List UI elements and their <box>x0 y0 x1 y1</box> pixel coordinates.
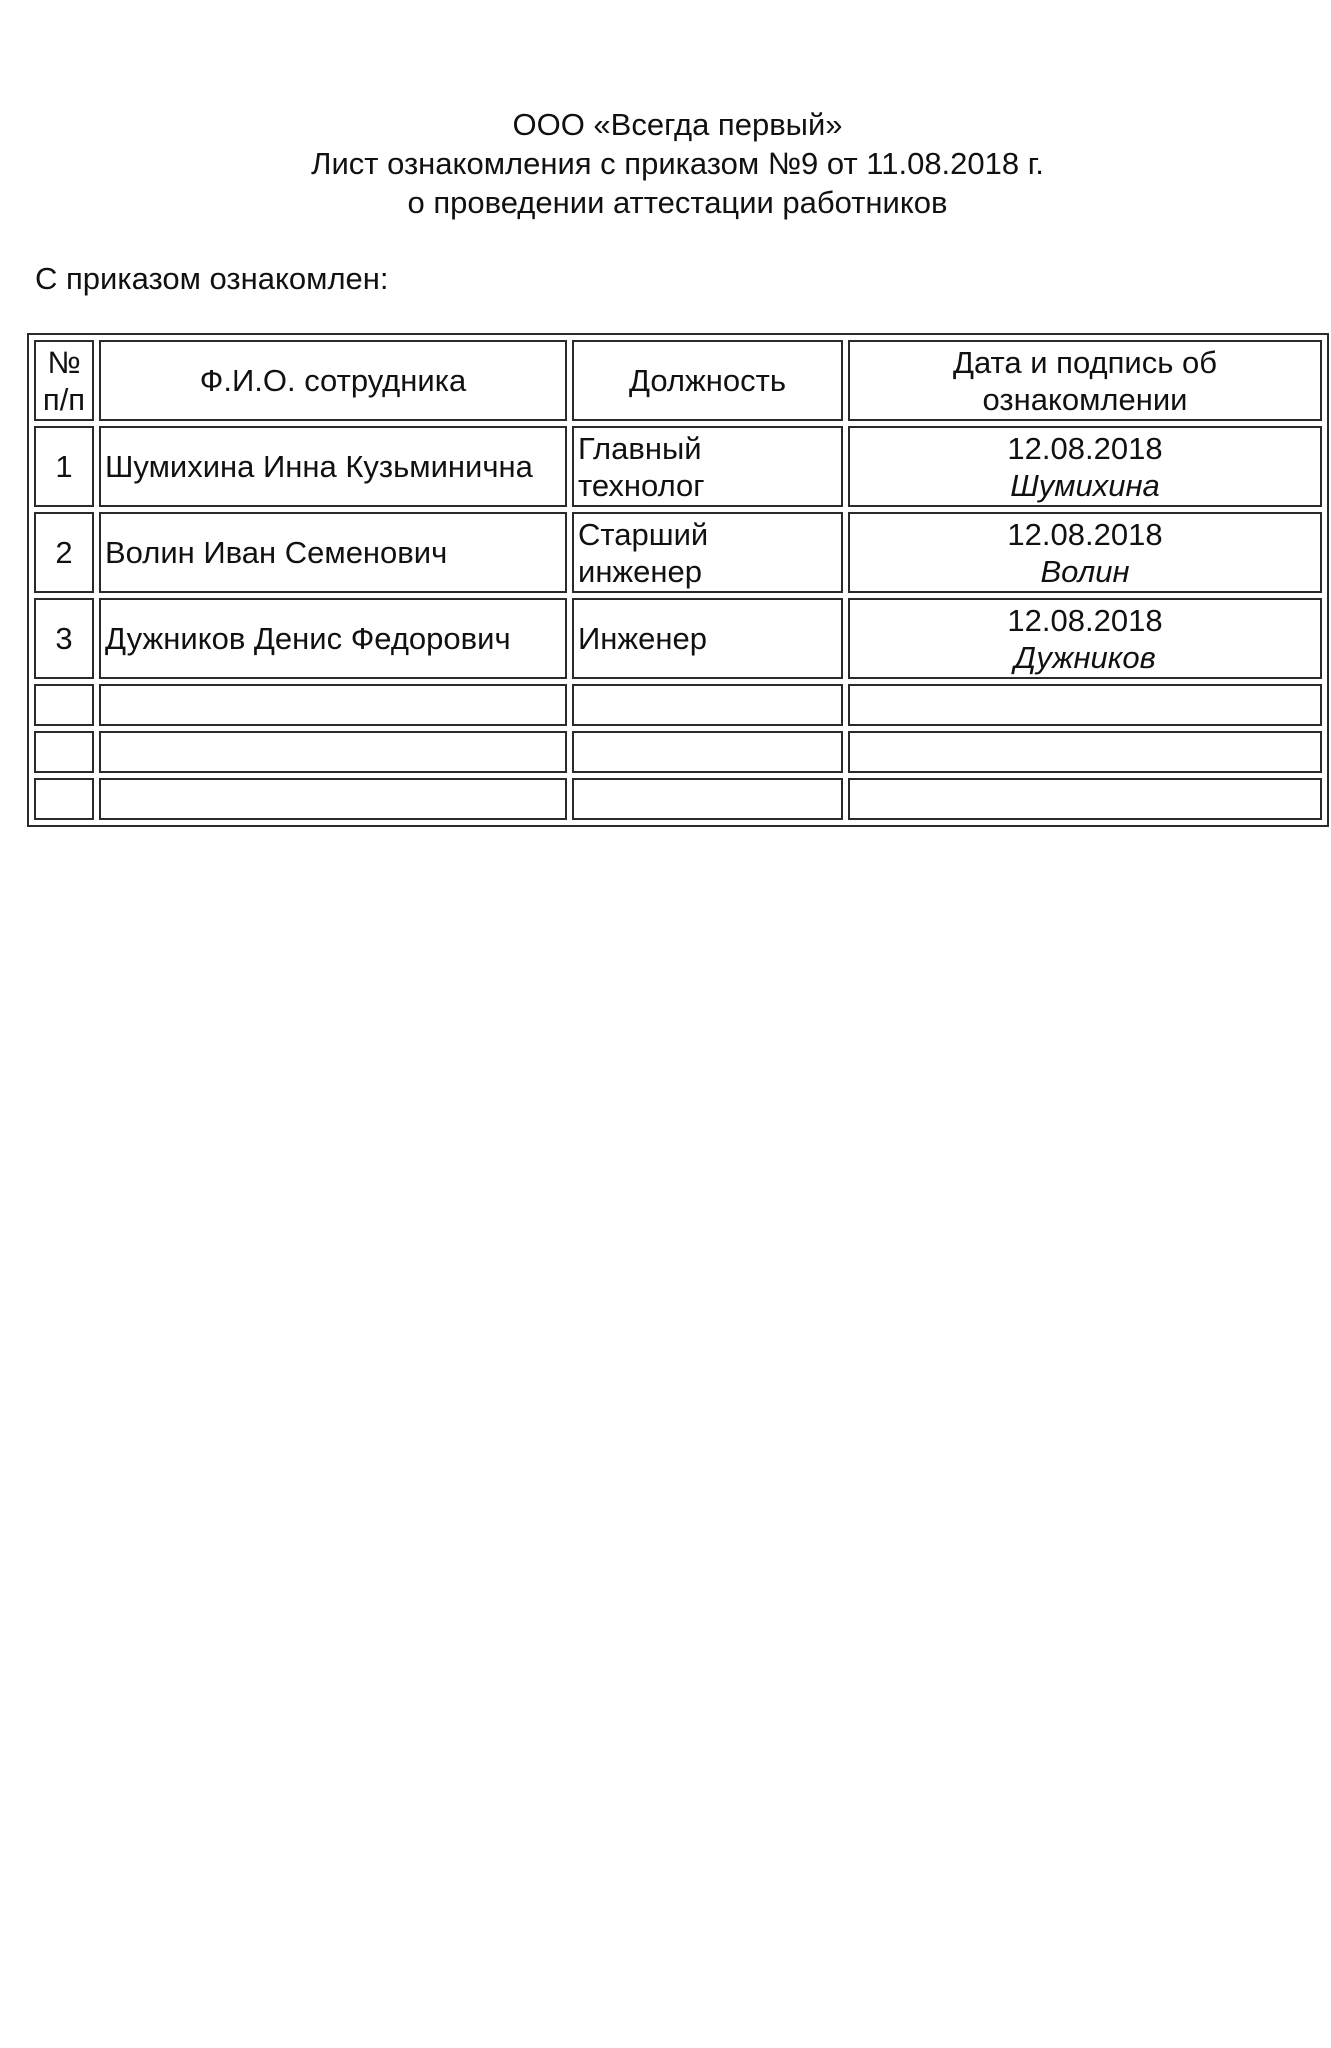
row-number: 3 <box>34 598 94 679</box>
table-row <box>34 598 1322 679</box>
empty-cell <box>99 731 567 773</box>
empty-row <box>34 778 1322 820</box>
signature: Волин <box>1040 553 1130 589</box>
row-number: 2 <box>34 512 94 593</box>
signature: Дужников <box>1014 639 1156 675</box>
header-position: Должность <box>572 340 843 421</box>
ack-date: 12.08.2018 <box>1007 430 1163 466</box>
employee-name: Шумихина Инна Кузьминична <box>99 426 567 507</box>
organization-name: ООО «Всегда первый» <box>512 107 843 142</box>
header-number: № п/п <box>34 340 94 421</box>
employee-name: Волин Иван Семенович <box>99 512 567 593</box>
intro-text: С приказом ознакомлен: <box>35 261 389 296</box>
employee-position: Главный технолог <box>572 426 843 507</box>
empty-cell <box>572 731 843 773</box>
header-signature: Дата и подпись об ознакомлении <box>848 340 1322 421</box>
table-row <box>34 426 1322 507</box>
empty-row <box>34 731 1322 773</box>
employee-name: Дужников Денис Федорович <box>99 598 567 679</box>
date-signature <box>848 598 1322 679</box>
empty-cell <box>572 778 843 820</box>
row-number: 1 <box>34 426 94 507</box>
document-subtitle: о проведении аттестации работников <box>407 185 948 220</box>
document-title: Лист ознакомления с приказом №9 от 11.08.2018 г. <box>311 146 1044 181</box>
date-signature <box>848 512 1322 593</box>
date-signature <box>848 426 1322 507</box>
signature: Шумихина <box>1010 467 1160 503</box>
empty-cell <box>848 778 1322 820</box>
table-row <box>34 512 1322 593</box>
acknowledgement-table <box>27 333 1329 827</box>
empty-cell <box>848 684 1322 726</box>
empty-cell <box>848 731 1322 773</box>
ack-date: 12.08.2018 <box>1007 516 1163 552</box>
ack-date: 12.08.2018 <box>1007 602 1163 638</box>
header-name: Ф.И.О. сотрудника <box>99 340 567 421</box>
table-header-row <box>34 340 1322 421</box>
employee-position: Старший инженер <box>572 512 843 593</box>
empty-cell <box>99 778 567 820</box>
empty-cell <box>34 684 94 726</box>
empty-cell <box>99 684 567 726</box>
empty-row <box>34 684 1322 726</box>
document-header <box>0 105 1331 222</box>
empty-cell <box>572 684 843 726</box>
empty-cell <box>34 731 94 773</box>
empty-cell <box>34 778 94 820</box>
employee-position: Инженер <box>572 598 843 679</box>
